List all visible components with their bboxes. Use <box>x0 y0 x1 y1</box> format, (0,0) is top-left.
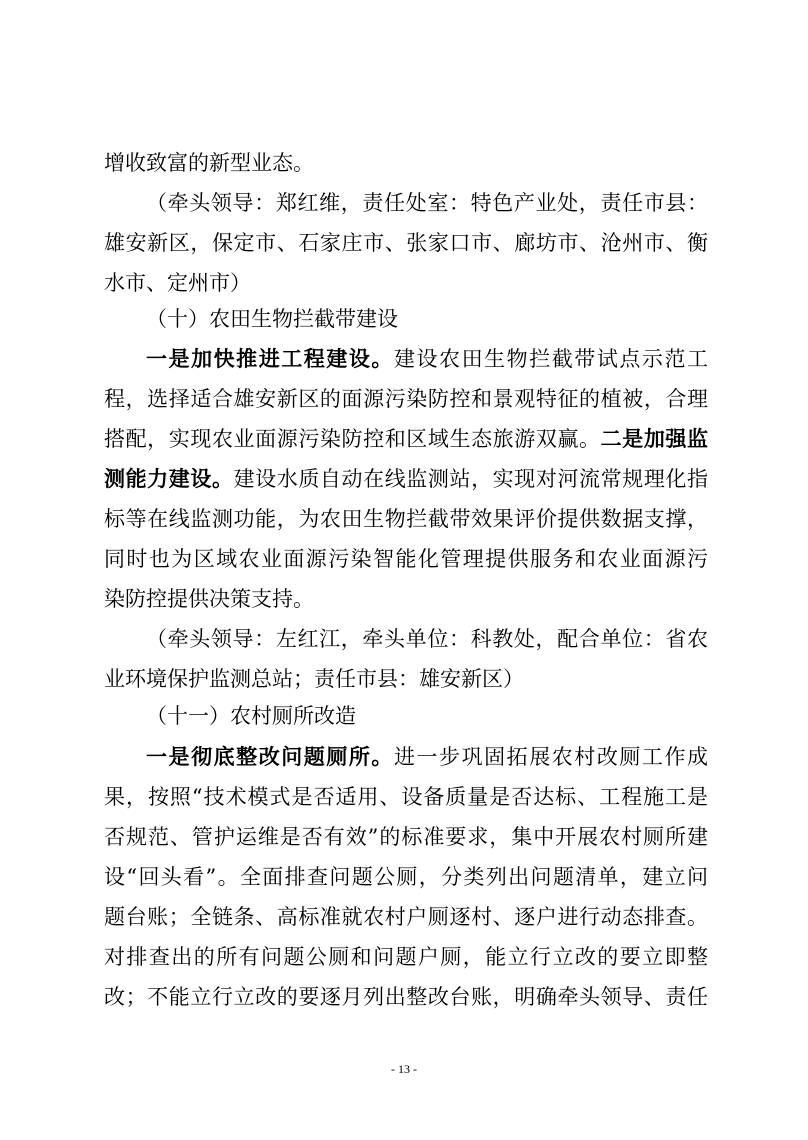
lead-info-line <box>146 619 708 659</box>
text-span: 搭配，实现农业面源污染防控和区域生态旅游双赢。 <box>104 427 601 451</box>
body-text-line <box>146 339 708 379</box>
heading-text: （十）农田生物拦截带建设 <box>146 307 398 331</box>
text-span: 业环境保护监测总站；责任市县：雄安新区） <box>104 667 524 691</box>
text-span: 果，按照“技术模式是否适用、设备质量是否达标、工程施工是 <box>104 785 708 809</box>
text-span: 建设水质自动在线监测站，实现对河流常规理化指 <box>233 467 709 491</box>
body-text-line <box>104 659 708 699</box>
body-text-line <box>104 857 708 897</box>
body-text-line <box>104 223 708 263</box>
bold-lead-text: 二是加强监 <box>600 426 709 451</box>
body-text-line <box>104 379 708 419</box>
text-span: 同时也为区域农业面源污染智能化管理提供服务和农业面源污 <box>104 547 708 571</box>
bold-lead-text: 一是彻底整改问题厕所。 <box>146 744 394 769</box>
text-span: （牵头领导：郑红维，责任处室：特色产业处，责任市县： <box>146 191 708 215</box>
text-span: 改；不能立行立改的要逐月列出整改台账，明确牵头领导、责任 <box>104 985 708 1009</box>
text-span: 程，选择适合雄安新区的面源污染防控和景观特征的植被，合理 <box>104 387 708 411</box>
text-span: 题台账；全链条、高标准就农村户厕逐村、逐户进行动态排查。 <box>104 905 708 929</box>
section-heading <box>146 696 708 736</box>
body-text-line <box>104 937 708 977</box>
section-heading <box>146 299 708 339</box>
bold-lead-text: 测能力建设。 <box>104 466 234 491</box>
body-text-line <box>104 143 708 183</box>
text-span: 雄安新区，保定市、石家庄市、张家口市、廊坊市、沧州市、衡 <box>104 231 708 255</box>
body-text-line <box>104 459 708 499</box>
page-number: - 13 - <box>391 1062 417 1076</box>
text-span: 设“回头看”。全面排查问题公厕，分类列出问题清单，建立问 <box>104 865 708 889</box>
text-span: 标等在线监测功能，为农田生物拦截带效果评价提供数据支撑， <box>104 507 708 531</box>
lead-info-line <box>146 183 708 223</box>
body-text-line <box>146 737 708 777</box>
text-span: （牵头领导：左红江，牵头单位：科教处，配合单位：省农 <box>146 627 708 651</box>
text-span: 对排查出的所有问题公厕和问题户厕，能立行立改的要立即整 <box>104 945 708 969</box>
text-span: 进一步巩固拓展农村改厕工作成 <box>393 745 709 769</box>
body-text-line <box>104 539 708 579</box>
text-span: 增收致富的新型业态。 <box>104 151 314 175</box>
text-span: 水市、定州市） <box>104 271 251 295</box>
body-text-line <box>104 777 708 817</box>
body-text-line <box>104 499 708 539</box>
body-text-line <box>104 977 708 1017</box>
body-text-line <box>104 817 708 857</box>
body-text-line <box>104 897 708 937</box>
text-span: 否规范、管护运维是否有效”的标准要求，集中开展农村厕所建 <box>104 825 708 849</box>
text-span: 建设农田生物拦截带试点示范工 <box>393 347 709 371</box>
body-text-line <box>104 419 708 459</box>
bold-lead-text: 一是加快推进工程建设。 <box>146 346 394 371</box>
body-text-line <box>104 579 708 619</box>
text-span: 染防控提供决策支持。 <box>104 587 314 611</box>
body-text-line <box>104 263 708 303</box>
heading-text: （十一）农村厕所改造 <box>146 704 356 728</box>
